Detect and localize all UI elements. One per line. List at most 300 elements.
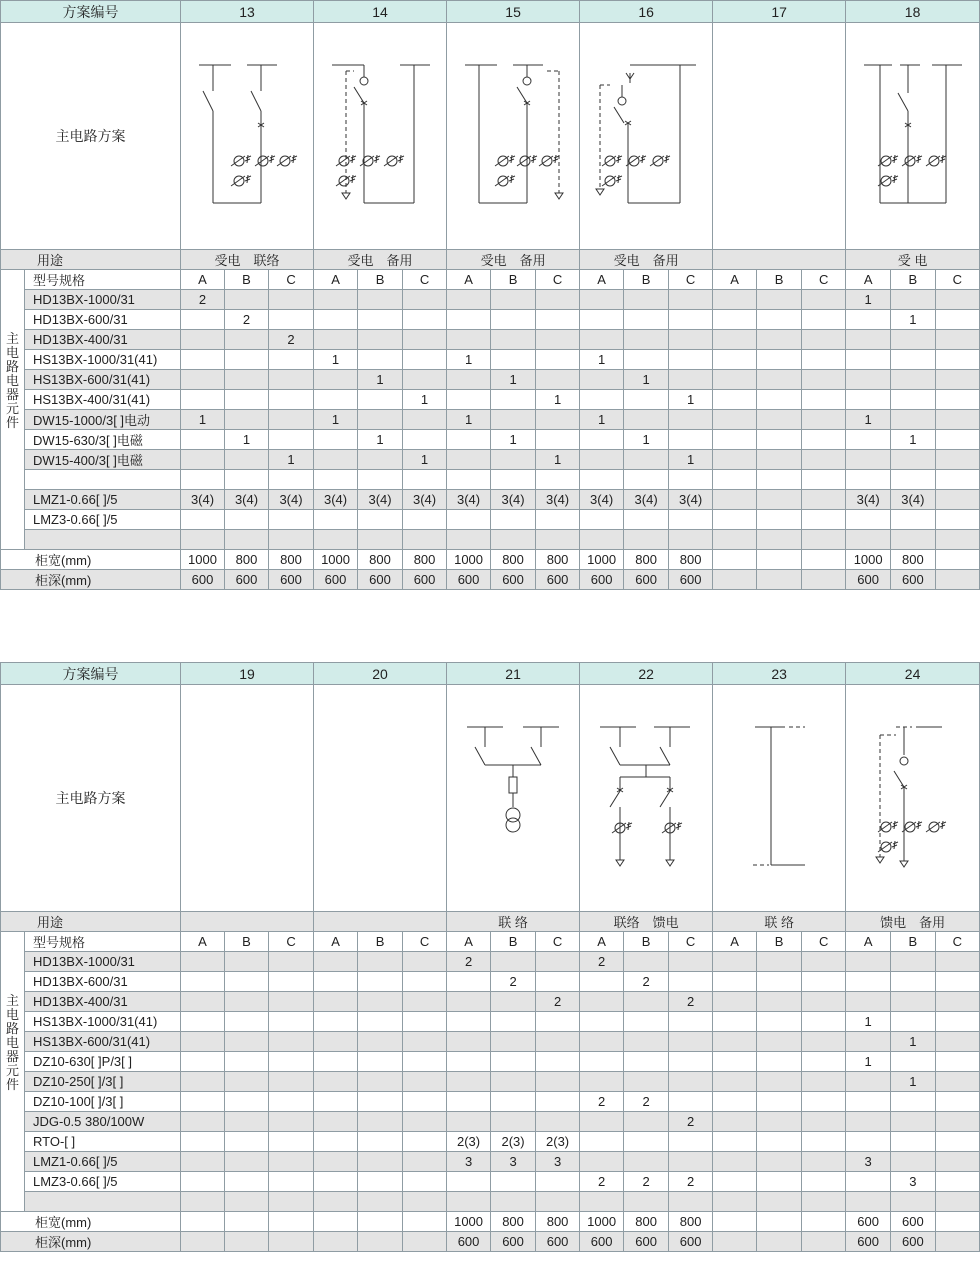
- scheme-table-2: [0, 662, 980, 1252]
- component-count: [269, 1172, 314, 1192]
- component-count: [314, 1072, 358, 1092]
- variant-label: C: [536, 932, 580, 952]
- cabinet-depth: 600: [891, 570, 935, 590]
- component-count: [225, 1012, 269, 1032]
- component-count: [536, 1012, 580, 1032]
- component-count: [757, 992, 802, 1012]
- component-count: [358, 530, 403, 550]
- cabinet-width: [713, 1212, 757, 1232]
- component-count: [403, 470, 447, 490]
- cabinet-width: 800: [891, 550, 935, 570]
- component-count: [314, 390, 358, 410]
- component-count: [491, 992, 536, 1012]
- component-count: [846, 1192, 891, 1212]
- component-count: [580, 510, 624, 530]
- cabinet-width: 1000: [580, 550, 624, 570]
- component-count: [757, 1172, 802, 1192]
- component-count: [225, 952, 269, 972]
- component-model: HS13BX-600/31(41): [25, 370, 181, 390]
- component-count: [935, 370, 979, 390]
- side-label-char: 主: [5, 993, 19, 1008]
- side-label-char: 件: [5, 415, 19, 430]
- component-count: 2: [624, 1092, 669, 1112]
- component-count: [802, 1092, 846, 1112]
- component-count: 2: [580, 1172, 624, 1192]
- component-count: [536, 530, 580, 550]
- component-model: HD13BX-600/31: [25, 972, 181, 992]
- component-count: 2: [580, 1092, 624, 1112]
- component-count: [491, 1112, 536, 1132]
- circuit-diagram: [465, 65, 563, 203]
- cabinet-depth: 600: [846, 570, 891, 590]
- usage-value: 受电 联络: [181, 250, 314, 270]
- component-count: [891, 350, 935, 370]
- component-count: [891, 450, 935, 470]
- component-count: [580, 330, 624, 350]
- component-count: [491, 1172, 536, 1192]
- component-count: [580, 1152, 624, 1172]
- circuit-diagram-svg: [713, 685, 846, 911]
- component-count: [314, 530, 358, 550]
- component-count: [358, 510, 403, 530]
- component-count: [269, 1052, 314, 1072]
- component-count: 1: [181, 410, 225, 430]
- component-count: [269, 1152, 314, 1172]
- variant-label: C: [269, 270, 314, 290]
- component-count: [314, 470, 358, 490]
- component-count: [669, 350, 713, 370]
- component-count: [491, 470, 536, 490]
- component-model: HS13BX-1000/31(41): [25, 350, 181, 370]
- component-model: [25, 1192, 181, 1212]
- component-count: [891, 992, 935, 1012]
- component-count: [669, 470, 713, 490]
- component-count: [358, 972, 403, 992]
- component-count: [181, 390, 225, 410]
- circuit-diagram: [596, 65, 696, 203]
- component-count: [846, 972, 891, 992]
- component-count: [181, 350, 225, 370]
- component-count: [447, 450, 491, 470]
- component-count: [358, 350, 403, 370]
- component-count: [447, 310, 491, 330]
- component-model: DW15-400/3[ ]电磁: [25, 450, 181, 470]
- component-count: 1: [403, 390, 447, 410]
- component-count: [713, 1032, 757, 1052]
- cabinet-depth: [403, 1232, 447, 1252]
- component-count: [802, 992, 846, 1012]
- component-count: [491, 450, 536, 470]
- component-count: [802, 1052, 846, 1072]
- component-count: [669, 952, 713, 972]
- variant-label: A: [846, 270, 891, 290]
- component-count: [403, 1092, 447, 1112]
- component-count: [447, 1172, 491, 1192]
- component-model: DW15-1000/3[ ]电动: [25, 410, 181, 430]
- component-count: [358, 450, 403, 470]
- component-count: [624, 450, 669, 470]
- cabinet-width: 800: [358, 550, 403, 570]
- component-model: HS13BX-600/31(41): [25, 1032, 181, 1052]
- circuit-diagram-svg: [447, 23, 580, 249]
- component-count: 1: [846, 1052, 891, 1072]
- component-count: [802, 330, 846, 350]
- cabinet-width: 800: [536, 1212, 580, 1232]
- component-count: [757, 1052, 802, 1072]
- component-count: 3(4): [891, 490, 935, 510]
- component-count: [935, 330, 979, 350]
- component-count: [580, 1132, 624, 1152]
- component-count: [225, 1132, 269, 1152]
- component-count: 1: [403, 450, 447, 470]
- component-count: [403, 1012, 447, 1032]
- component-count: [624, 330, 669, 350]
- scheme-number-label: 方案编号: [1, 1, 181, 23]
- component-count: [802, 290, 846, 310]
- side-label: [1, 932, 25, 1212]
- component-count: [846, 952, 891, 972]
- component-count: [314, 1112, 358, 1132]
- component-count: [536, 370, 580, 390]
- circuit-diagram-svg: [181, 685, 314, 911]
- component-count: [269, 1132, 314, 1152]
- cabinet-width: [358, 1212, 403, 1232]
- component-count: [358, 290, 403, 310]
- component-count: [269, 952, 314, 972]
- cabinet-depth: 600: [225, 570, 269, 590]
- component-count: [314, 992, 358, 1012]
- component-count: 3(4): [846, 490, 891, 510]
- component-count: [447, 470, 491, 490]
- component-count: [181, 1092, 225, 1112]
- component-count: [802, 450, 846, 470]
- component-count: 2: [536, 992, 580, 1012]
- component-count: [757, 1092, 802, 1112]
- component-count: [935, 450, 979, 470]
- component-count: [269, 1012, 314, 1032]
- component-count: [891, 390, 935, 410]
- component-count: [669, 290, 713, 310]
- component-count: [269, 530, 314, 550]
- circuit-diagram-cell: [447, 685, 580, 912]
- component-count: 3(4): [314, 490, 358, 510]
- variant-label: C: [669, 270, 713, 290]
- component-count: 3(4): [403, 490, 447, 510]
- component-model: LMZ1-0.66[ ]/5: [25, 1152, 181, 1172]
- component-count: [624, 390, 669, 410]
- side-label-char: 电: [5, 1035, 19, 1050]
- component-count: [757, 430, 802, 450]
- component-count: [491, 1092, 536, 1112]
- component-count: [447, 972, 491, 992]
- usage-value: [181, 912, 314, 932]
- component-count: [536, 510, 580, 530]
- variant-label: C: [802, 270, 846, 290]
- component-count: 3: [491, 1152, 536, 1172]
- cabinet-width: 1000: [314, 550, 358, 570]
- variant-label: C: [802, 932, 846, 952]
- component-count: [891, 952, 935, 972]
- component-count: [846, 330, 891, 350]
- component-count: [935, 490, 979, 510]
- cabinet-width: [802, 550, 846, 570]
- component-count: [269, 1112, 314, 1132]
- circuit-diagram-svg: [447, 685, 580, 911]
- component-count: 3(4): [624, 490, 669, 510]
- component-count: [358, 330, 403, 350]
- variant-label: A: [713, 932, 757, 952]
- component-count: [491, 952, 536, 972]
- component-count: 1: [891, 1032, 935, 1052]
- cabinet-depth: 600: [536, 1232, 580, 1252]
- cabinet-width: 1000: [447, 550, 491, 570]
- component-count: [846, 992, 891, 1012]
- component-count: [757, 470, 802, 490]
- component-count: 1: [624, 430, 669, 450]
- component-count: [403, 1112, 447, 1132]
- component-count: [935, 350, 979, 370]
- component-count: [891, 1132, 935, 1152]
- component-model: HD13BX-400/31: [25, 330, 181, 350]
- component-count: [713, 330, 757, 350]
- cabinet-depth: [757, 570, 802, 590]
- circuit-diagram: [753, 727, 805, 865]
- component-count: [181, 972, 225, 992]
- variant-label: B: [757, 932, 802, 952]
- component-count: [891, 1112, 935, 1132]
- component-count: 1: [669, 450, 713, 470]
- component-count: [225, 1092, 269, 1112]
- scheme-number: 17: [713, 1, 846, 23]
- component-count: 1: [269, 450, 314, 470]
- component-count: [891, 1092, 935, 1112]
- component-count: 3(4): [225, 490, 269, 510]
- component-count: [580, 450, 624, 470]
- cabinet-width: 800: [669, 550, 713, 570]
- main-circuit-label: 主电路方案: [1, 23, 181, 250]
- cabinet-width: 800: [624, 550, 669, 570]
- component-count: [624, 1112, 669, 1132]
- spec-label: 型号规格: [25, 932, 181, 952]
- component-count: [757, 330, 802, 350]
- component-count: [935, 992, 979, 1012]
- component-count: [669, 410, 713, 430]
- component-count: [403, 310, 447, 330]
- component-count: [403, 1052, 447, 1072]
- variant-label: A: [580, 270, 624, 290]
- cabinet-depth: [225, 1232, 269, 1252]
- component-count: 1: [846, 410, 891, 430]
- component-count: [935, 1072, 979, 1092]
- variant-label: B: [891, 932, 935, 952]
- component-count: [846, 1172, 891, 1192]
- component-count: [358, 390, 403, 410]
- cabinet-depth-label: 柜深(mm): [1, 1232, 181, 1252]
- component-count: 1: [536, 450, 580, 470]
- circuit-diagram: [199, 65, 297, 203]
- cabinet-depth: [181, 1232, 225, 1252]
- component-count: [181, 1052, 225, 1072]
- component-count: [935, 1112, 979, 1132]
- component-count: [491, 350, 536, 370]
- component-count: 1: [447, 410, 491, 430]
- usage-label: 用途: [1, 912, 181, 932]
- component-count: [757, 410, 802, 430]
- component-count: [935, 1132, 979, 1152]
- cabinet-width: 1000: [447, 1212, 491, 1232]
- component-count: [181, 450, 225, 470]
- component-count: [713, 290, 757, 310]
- component-count: [624, 992, 669, 1012]
- component-count: [580, 972, 624, 992]
- cabinet-depth: 600: [624, 1232, 669, 1252]
- component-count: [447, 1032, 491, 1052]
- cabinet-depth: 600: [846, 1232, 891, 1252]
- variant-label: C: [536, 270, 580, 290]
- component-count: [935, 430, 979, 450]
- component-count: [580, 992, 624, 1012]
- component-count: 1: [536, 390, 580, 410]
- component-count: [846, 430, 891, 450]
- component-count: [624, 530, 669, 550]
- component-count: [447, 430, 491, 450]
- component-count: [536, 1052, 580, 1072]
- component-count: [225, 370, 269, 390]
- component-count: [403, 1172, 447, 1192]
- component-count: [935, 410, 979, 430]
- component-count: [713, 490, 757, 510]
- component-count: 3: [846, 1152, 891, 1172]
- component-count: [891, 470, 935, 490]
- variant-label: B: [225, 270, 269, 290]
- cabinet-width-label: 柜宽(mm): [1, 1212, 181, 1232]
- cabinet-depth: 600: [181, 570, 225, 590]
- component-count: [403, 972, 447, 992]
- component-count: [802, 1172, 846, 1192]
- component-model: JDG-0.5 380/100W: [25, 1112, 181, 1132]
- component-count: [580, 1192, 624, 1212]
- component-count: [358, 1112, 403, 1132]
- component-count: [181, 1152, 225, 1172]
- component-count: [624, 290, 669, 310]
- cabinet-width: [403, 1212, 447, 1232]
- component-count: [491, 310, 536, 330]
- circuit-diagram-cell: [447, 23, 580, 250]
- component-count: [491, 410, 536, 430]
- component-count: 1: [891, 1072, 935, 1092]
- cabinet-width: 800: [624, 1212, 669, 1232]
- scheme-number: 21: [447, 663, 580, 685]
- cabinet-width: 800: [491, 1212, 536, 1232]
- component-count: [269, 350, 314, 370]
- circuit-diagram-svg: [846, 685, 979, 911]
- component-count: [891, 1012, 935, 1032]
- component-count: [713, 1112, 757, 1132]
- component-count: [935, 1172, 979, 1192]
- component-count: [624, 470, 669, 490]
- cabinet-depth: 600: [669, 570, 713, 590]
- side-label-char: 件: [5, 1077, 19, 1092]
- component-count: [757, 952, 802, 972]
- component-count: [757, 972, 802, 992]
- component-count: [713, 1072, 757, 1092]
- circuit-diagram: [876, 727, 946, 867]
- component-count: [802, 470, 846, 490]
- component-count: 2(3): [536, 1132, 580, 1152]
- component-count: [314, 310, 358, 330]
- component-count: [269, 1092, 314, 1112]
- usage-value: 受电 备用: [447, 250, 580, 270]
- cabinet-depth: [314, 1232, 358, 1252]
- component-count: [846, 470, 891, 490]
- component-count: [536, 290, 580, 310]
- cabinet-depth: [802, 1232, 846, 1252]
- cabinet-depth: [802, 570, 846, 590]
- component-count: [269, 470, 314, 490]
- component-count: [403, 1032, 447, 1052]
- cabinet-width: 1000: [181, 550, 225, 570]
- usage-value: 联 络: [713, 912, 846, 932]
- component-count: 2: [580, 952, 624, 972]
- component-count: [580, 1052, 624, 1072]
- circuit-diagram: [864, 65, 962, 203]
- component-count: [846, 370, 891, 390]
- circuit-diagram-svg: [580, 685, 713, 911]
- component-count: [669, 1032, 713, 1052]
- component-count: [536, 1192, 580, 1212]
- component-count: [447, 1112, 491, 1132]
- component-count: [935, 390, 979, 410]
- component-model: DZ10-100[ ]/3[ ]: [25, 1092, 181, 1112]
- component-count: [403, 1192, 447, 1212]
- component-count: [225, 510, 269, 530]
- side-label-char: 元: [5, 401, 19, 416]
- component-count: [358, 952, 403, 972]
- component-count: [935, 470, 979, 490]
- cabinet-width: 1000: [580, 1212, 624, 1232]
- component-count: [447, 1052, 491, 1072]
- component-count: [713, 952, 757, 972]
- component-count: [358, 1172, 403, 1192]
- component-count: [269, 310, 314, 330]
- component-count: [181, 1032, 225, 1052]
- component-count: [757, 490, 802, 510]
- cabinet-width: [713, 550, 757, 570]
- component-model: [25, 530, 181, 550]
- component-count: [314, 510, 358, 530]
- component-count: [314, 290, 358, 310]
- usage-value: [314, 912, 447, 932]
- component-model: HD13BX-600/31: [25, 310, 181, 330]
- component-count: [580, 310, 624, 330]
- cabinet-depth: 600: [403, 570, 447, 590]
- component-count: [757, 390, 802, 410]
- component-count: [358, 1132, 403, 1152]
- component-count: 3(4): [447, 490, 491, 510]
- component-count: [935, 1092, 979, 1112]
- component-count: [802, 1152, 846, 1172]
- component-count: [669, 972, 713, 992]
- component-count: [447, 390, 491, 410]
- component-count: [757, 1032, 802, 1052]
- variant-label: C: [935, 932, 979, 952]
- variant-label: C: [269, 932, 314, 952]
- variant-label: C: [403, 270, 447, 290]
- component-count: [358, 310, 403, 330]
- component-count: [757, 450, 802, 470]
- component-count: [846, 1092, 891, 1112]
- circuit-diagram-cell: [713, 23, 846, 250]
